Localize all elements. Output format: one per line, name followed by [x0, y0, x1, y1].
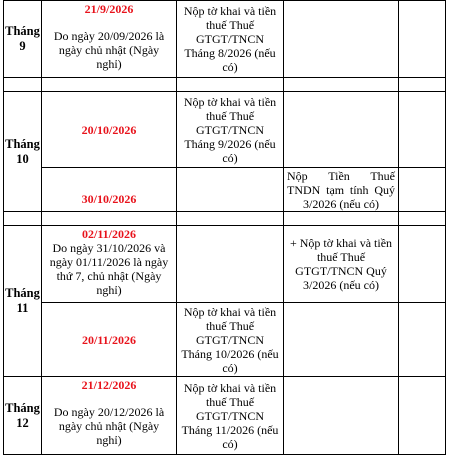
deadline-date: 30/10/2026	[81, 192, 137, 206]
task-cell-oct-b	[284, 168, 398, 211]
grid-line	[3, 211, 446, 212]
deadline-cell-oct-a	[42, 92, 176, 167]
deadline-date: 02/11/2026	[81, 227, 136, 241]
month-label-12	[4, 377, 41, 454]
month-word: Tháng	[5, 400, 40, 415]
grid-line	[3, 77, 446, 78]
task-text: Nộp tờ khai và tiền thuế Thuế GTGT/TNCN Tháng 11/2026 (nếu có)	[181, 380, 279, 451]
month-word: Tháng	[5, 136, 40, 151]
month-number: 11	[16, 301, 29, 315]
month-word: Tháng	[5, 24, 40, 38]
deadline-cell-dec	[42, 377, 176, 454]
month-number: 10	[16, 151, 29, 166]
task-cell-sep	[177, 1, 283, 77]
task-text: Nộp tờ khai và tiền thuế Thuế GTGT/TNCN Tháng 9/2026 (nếu có)	[183, 94, 277, 165]
month-label-11	[4, 226, 41, 376]
deadline-note: Do ngày 31/10/2026 và ngày 01/11/2026 là ngày thứ 7, chủ nhật (Ngày nghỉ)	[49, 241, 169, 297]
task-text: Nộp tờ khai và tiền thuế Thuế GTGT/TNCN Tháng 8/2026 (nếu có)	[183, 4, 277, 74]
deadline-date: 20/11/2026	[81, 332, 136, 347]
month-number: 12	[16, 415, 29, 430]
task-text: Nộp tờ khai và tiền thuế Thuế GTGT/TNCN Tháng 10/2026 (nếu có)	[181, 304, 279, 375]
task-cell-dec	[177, 377, 283, 454]
deadline-date: 21/12/2026	[81, 378, 137, 392]
task-cell-nov-b	[177, 303, 283, 376]
task-text: + Nộp tờ khai và tiền thuế Thuế GTGT/TNCN Quý 3/2026 (nếu có)	[289, 236, 393, 292]
deadline-cell-oct-b	[42, 168, 176, 211]
deadline-cell-nov-b	[42, 303, 176, 376]
month-word: Tháng	[5, 286, 40, 300]
task-cell-nov-a	[284, 226, 398, 302]
deadline-cell-nov-a	[42, 226, 176, 302]
deadline-date: 21/9/2026	[84, 2, 134, 16]
deadline-date: 20/10/2026	[81, 122, 137, 137]
month-label-10	[4, 92, 41, 211]
month-number: 9	[19, 39, 26, 53]
deadline-note: Do ngày 20/12/2026 là ngày chủ nhật (Ngày nghỉ)	[53, 405, 165, 447]
task-cell-oct-a	[177, 92, 283, 167]
deadline-cell-sep	[42, 1, 176, 77]
month-label-9	[4, 1, 41, 77]
task-text: Nộp Tiền Thuế TNDN tạm tính Quý 3/2026 (nếu có)	[287, 168, 395, 211]
grid-line	[445, 0, 446, 455]
grid-line	[398, 0, 399, 455]
deadline-note: Do ngày 20/09/2026 là ngày chủ nhật (Ngày nghỉ)	[53, 29, 165, 71]
